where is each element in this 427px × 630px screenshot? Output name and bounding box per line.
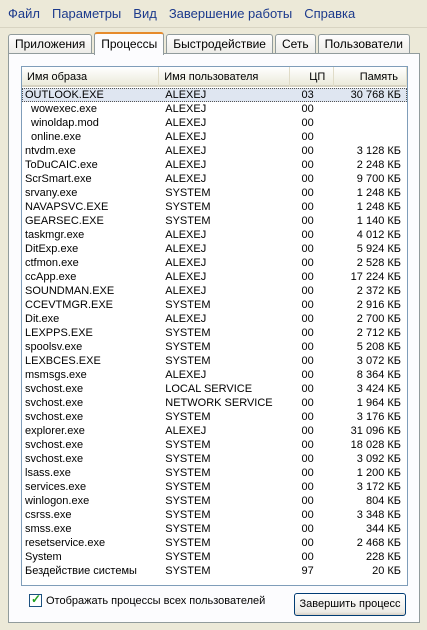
table-cell: NETWORK SERVICE: [165, 397, 273, 409]
table-row[interactable]: [22, 130, 407, 144]
table-cell: 1 964 КБ: [356, 397, 401, 409]
table-cell: 2 528 КБ: [356, 257, 401, 269]
table-cell: ccApp.exe: [25, 271, 77, 283]
table-cell: ALEXEJ: [165, 229, 207, 241]
table-cell: GEARSEC.EXE: [25, 215, 104, 227]
tab-0[interactable]: Приложения: [8, 34, 92, 54]
table-row[interactable]: [22, 354, 407, 368]
table-cell: DitExp.exe: [25, 243, 79, 255]
table-cell: winlogon.exe: [25, 495, 90, 507]
table-row[interactable]: [22, 368, 407, 382]
table-row[interactable]: [22, 382, 407, 396]
table-cell: LEXBCES.EXE: [25, 355, 101, 367]
table-cell: 00: [301, 159, 314, 171]
table-cell: 1 248 КБ: [356, 187, 401, 199]
table-cell: SYSTEM: [165, 453, 211, 465]
table-cell: CCEVTMGR.EXE: [25, 299, 114, 311]
table-cell: 00: [301, 327, 314, 339]
table-cell: 5 924 КБ: [356, 243, 401, 255]
table-cell: SYSTEM: [165, 411, 211, 423]
table-row[interactable]: [22, 172, 407, 186]
table-cell: 00: [301, 509, 314, 521]
table-cell: Dit.exe: [25, 313, 60, 325]
table-row[interactable]: [22, 158, 407, 172]
table-cell: SYSTEM: [165, 341, 211, 353]
table-cell: 00: [301, 215, 314, 227]
show-all-users-checkbox[interactable]: [29, 594, 42, 607]
table-cell: 2 468 КБ: [356, 537, 401, 549]
table-row[interactable]: [22, 242, 407, 256]
table-cell: 20 КБ: [372, 565, 401, 577]
table-cell: ALEXEJ: [159, 88, 289, 102]
table-cell: 228 КБ: [365, 551, 401, 563]
table-cell: 3 172 КБ: [356, 481, 401, 493]
table-cell: msmsgs.exe: [25, 369, 87, 381]
table-cell: SOUNDMAN.EXE: [25, 285, 115, 297]
table-cell: [334, 130, 407, 144]
table-row[interactable]: [22, 88, 407, 102]
table-row[interactable]: [22, 438, 407, 452]
table-cell: System: [25, 551, 62, 563]
table-cell: ALEXEJ: [165, 271, 207, 283]
table-cell: OUTLOOK.EXE: [22, 88, 159, 102]
table-cell: 00: [301, 397, 314, 409]
menu-item-1[interactable]: Параметры: [51, 6, 122, 21]
table-cell: 03: [290, 88, 335, 102]
table-cell: 2 248 КБ: [356, 159, 401, 171]
table-cell: 00: [301, 173, 314, 185]
table-row[interactable]: [22, 116, 407, 130]
table-cell: 00: [301, 453, 314, 465]
table-cell: SYSTEM: [165, 565, 211, 577]
table-cell: SYSTEM: [165, 509, 211, 521]
table-row[interactable]: [22, 214, 407, 228]
table-row[interactable]: [22, 340, 407, 354]
table-cell: SYSTEM: [165, 495, 211, 507]
table-cell: svchost.exe: [25, 397, 84, 409]
show-all-users-option[interactable]: [29, 594, 265, 607]
table-cell: csrss.exe: [25, 509, 72, 521]
tab-strip: [8, 32, 412, 54]
table-row[interactable]: [22, 298, 407, 312]
list-header: [22, 67, 407, 87]
table-cell: 3 424 КБ: [356, 383, 401, 395]
tab-3[interactable]: Сеть: [275, 34, 316, 54]
table-cell: 31 096 КБ: [350, 425, 401, 437]
table-cell: 97: [301, 565, 314, 577]
table-cell: ALEXEJ: [165, 159, 207, 171]
process-list[interactable]: [21, 66, 408, 586]
table-cell: ALEXEJ: [165, 285, 207, 297]
table-cell: 00: [301, 257, 314, 269]
table-cell: SYSTEM: [165, 327, 211, 339]
table-cell: 344 КБ: [365, 523, 401, 535]
table-cell: 00: [301, 495, 314, 507]
menu-item-3[interactable]: Завершение работы: [168, 6, 293, 21]
list-rows: [22, 87, 407, 578]
table-row[interactable]: [22, 522, 407, 536]
table-cell: ALEXEJ: [165, 243, 207, 255]
table-cell: 00: [301, 411, 314, 423]
table-cell: ALEXEJ: [165, 313, 207, 325]
table-cell: 00: [301, 383, 314, 395]
table-cell: 3 072 КБ: [356, 355, 401, 367]
table-row[interactable]: [22, 564, 407, 578]
table-cell: 00: [301, 117, 314, 129]
table-cell: 00: [301, 271, 314, 283]
table-cell: ALEXEJ: [165, 131, 207, 143]
table-cell: 18 028 КБ: [350, 439, 401, 451]
table-cell: LOCAL SERVICE: [165, 383, 253, 395]
table-cell: srvany.exe: [25, 187, 78, 199]
table-cell: NAVAPSVC.EXE: [25, 201, 109, 213]
table-row[interactable]: [22, 144, 407, 158]
table-cell: SYSTEM: [165, 201, 211, 213]
table-cell: 00: [301, 299, 314, 311]
table-cell: LEXPPS.EXE: [25, 327, 93, 339]
table-cell: 00: [301, 131, 314, 143]
column-header-2[interactable]: ЦП: [290, 67, 335, 87]
table-cell: 00: [301, 243, 314, 255]
table-cell: 30 768 КБ: [334, 88, 407, 102]
table-cell: online.exe: [31, 131, 82, 143]
table-row[interactable]: [22, 186, 407, 200]
table-cell: spoolsv.exe: [25, 341, 83, 353]
tab-4[interactable]: Пользователи: [318, 34, 410, 54]
menu-item-2[interactable]: Вид: [133, 6, 157, 21]
table-cell: smss.exe: [25, 523, 72, 535]
tab-1[interactable]: Процессы: [94, 32, 164, 55]
table-cell: Бездействие системы: [25, 565, 137, 577]
table-row[interactable]: [22, 452, 407, 466]
table-cell: 00: [301, 425, 314, 437]
table-row[interactable]: [22, 396, 407, 410]
table-cell: [334, 116, 407, 130]
table-cell: ToDuCAIC.exe: [25, 159, 98, 171]
table-cell: 00: [301, 229, 314, 241]
table-cell: services.exe: [25, 481, 87, 493]
table-cell: svchost.exe: [25, 439, 84, 451]
table-row[interactable]: [22, 480, 407, 494]
table-cell: 00: [301, 187, 314, 199]
table-cell: ALEXEJ: [165, 173, 207, 185]
table-cell: 00: [301, 523, 314, 535]
table-row[interactable]: [22, 508, 407, 522]
table-cell: lsass.exe: [25, 467, 71, 479]
table-cell: SYSTEM: [165, 537, 211, 549]
table-cell: svchost.exe: [25, 411, 84, 423]
table-cell: 1 140 КБ: [356, 215, 401, 227]
menu-item-0[interactable]: Файл: [8, 6, 40, 21]
table-cell: 00: [301, 341, 314, 353]
table-cell: 00: [301, 103, 314, 115]
table-cell: 00: [301, 145, 314, 157]
table-cell: 4 012 КБ: [356, 229, 401, 241]
table-cell: 2 372 КБ: [356, 285, 401, 297]
table-row[interactable]: [22, 228, 407, 242]
table-row[interactable]: [22, 312, 407, 326]
table-cell: 3 092 КБ: [356, 453, 401, 465]
table-row[interactable]: [22, 284, 407, 298]
table-cell: taskmgr.exe: [25, 229, 85, 241]
table-row[interactable]: [22, 326, 407, 340]
table-cell: ALEXEJ: [165, 369, 207, 381]
table-cell: 2 700 КБ: [356, 313, 401, 325]
table-cell: ALEXEJ: [165, 257, 207, 269]
table-cell: [334, 102, 407, 116]
table-cell: 3 128 КБ: [356, 145, 401, 157]
table-cell: svchost.exe: [25, 453, 84, 465]
table-row[interactable]: [22, 410, 407, 424]
table-row[interactable]: [22, 536, 407, 550]
menu-item-4[interactable]: Справка: [304, 6, 356, 21]
end-process-button-label: Завершить процесс: [299, 598, 401, 610]
table-cell: ALEXEJ: [165, 145, 207, 157]
table-cell: 00: [301, 355, 314, 367]
table-row[interactable]: [22, 256, 407, 270]
table-cell: SYSTEM: [165, 439, 211, 451]
table-cell: SYSTEM: [165, 187, 211, 199]
table-cell: SYSTEM: [165, 481, 211, 493]
table-cell: wowexec.exe: [31, 103, 98, 115]
table-row[interactable]: [22, 494, 407, 508]
table-cell: ntvdm.exe: [25, 145, 76, 157]
table-cell: 00: [301, 551, 314, 563]
table-cell: 00: [301, 439, 314, 451]
table-cell: SYSTEM: [165, 215, 211, 227]
table-cell: ctfmon.exe: [25, 257, 79, 269]
table-cell: resetservice.exe: [25, 537, 106, 549]
table-row[interactable]: [22, 550, 407, 564]
table-cell: 17 224 КБ: [350, 271, 401, 283]
table-cell: SYSTEM: [165, 299, 211, 311]
column-header-0[interactable]: Имя образа: [22, 67, 159, 87]
table-cell: ALEXEJ: [165, 425, 207, 437]
column-header-1[interactable]: Имя пользователя: [159, 67, 289, 87]
table-cell: 3 176 КБ: [356, 411, 401, 423]
table-row[interactable]: [22, 270, 407, 284]
table-cell: 00: [301, 537, 314, 549]
tab-2[interactable]: Быстродействие: [166, 34, 273, 54]
table-cell: SYSTEM: [165, 467, 211, 479]
table-cell: explorer.exe: [25, 425, 85, 437]
table-cell: ScrSmart.exe: [25, 173, 92, 185]
table-cell: 2 916 КБ: [356, 299, 401, 311]
table-cell: 5 208 КБ: [356, 341, 401, 353]
table-row[interactable]: [22, 102, 407, 116]
table-cell: 00: [301, 369, 314, 381]
table-cell: ALEXEJ: [165, 117, 207, 129]
table-cell: 3 348 КБ: [356, 509, 401, 521]
column-header-3[interactable]: Память: [334, 67, 407, 87]
table-cell: 804 КБ: [365, 495, 401, 507]
table-row[interactable]: [22, 466, 407, 480]
checkmark-icon: ✓: [31, 592, 42, 606]
end-process-button[interactable]: [294, 593, 406, 616]
table-cell: 9 700 КБ: [356, 173, 401, 185]
table-cell: 1 200 КБ: [356, 467, 401, 479]
table-cell: 8 364 КБ: [356, 369, 401, 381]
table-cell: 00: [301, 201, 314, 213]
table-cell: 00: [301, 467, 314, 479]
menu-bar: [0, 0, 427, 28]
table-cell: winoldap.mod: [31, 117, 99, 129]
table-cell: 2 712 КБ: [356, 327, 401, 339]
table-cell: SYSTEM: [165, 551, 211, 563]
table-cell: 00: [301, 313, 314, 325]
table-cell: SYSTEM: [165, 523, 211, 535]
table-cell: 00: [301, 285, 314, 297]
table-cell: 00: [301, 481, 314, 493]
show-all-users-label: Отображать процессы всех пользователей: [46, 594, 266, 607]
table-cell: SYSTEM: [165, 355, 211, 367]
table-row[interactable]: [22, 424, 407, 438]
table-cell: 1 248 КБ: [356, 201, 401, 213]
table-cell: svchost.exe: [25, 383, 84, 395]
table-cell: ALEXEJ: [165, 103, 207, 115]
table-row[interactable]: [22, 200, 407, 214]
